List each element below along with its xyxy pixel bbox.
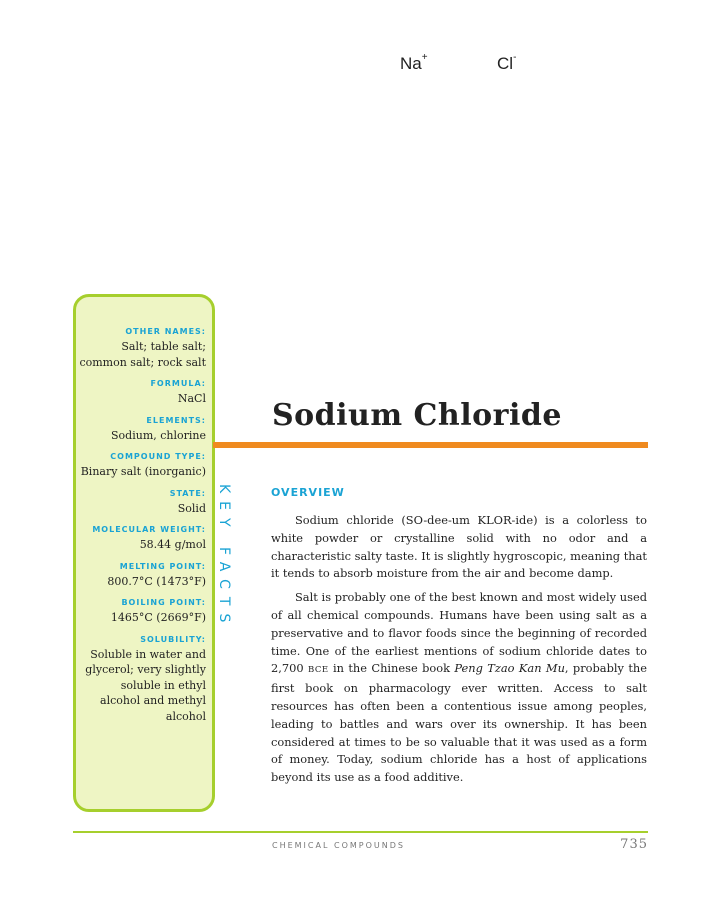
fact-boiling-point: BOILING POINT: 1465°C (2669°F) xyxy=(110,598,206,624)
key-facts-heading: KEY FACTS xyxy=(216,484,232,631)
book-title: Peng Tzao Kan Mu xyxy=(454,661,565,676)
paragraph-2: Salt is probably one of the best known and most widely used of all chemical compounds. Humans have been using salt as a preservative and to flavor foods since the beginning of recorded time. One of the earliest mentions of sodium chloride dates to 2,700 BCE in the Chinese book Peng Tzao Kan Mu, probably the first book on pharmacology ever written. Access to salt resources has often been a contentious issue among peoples, leading to battles and wars over its ownership. It has been considered at times to be so valuable that it was used as a form of money. Today, sodium chloride has a host of applications beyond its use as a food additive. xyxy=(271,590,647,785)
fact-compound-type: COMPOUND TYPE: Binary salt (inorganic) xyxy=(80,452,206,478)
page-title: Sodium Chloride xyxy=(272,398,562,433)
fact-state: STATE: Solid xyxy=(169,488,206,515)
fact-formula: FORMULA: NaCl xyxy=(150,379,206,405)
title-divider xyxy=(213,442,648,448)
article-body xyxy=(271,512,647,793)
section-heading-overview: OVERVIEW xyxy=(271,486,345,499)
fact-other-names: OTHER NAMES: Salt; table salt; common salt; rock salt xyxy=(79,327,206,369)
page-number: 735 xyxy=(620,837,648,852)
key-facts-list xyxy=(78,327,206,733)
footer-divider xyxy=(73,831,648,833)
paragraph-1: Sodium chloride (SO-dee-um KLOR-ide) is a colorless to white powder or crystalline solid with no odor and a characteristic salty taste. It is slightly hygroscopic, meaning that it tends to absorb moisture from the air and become damp. xyxy=(271,513,647,581)
fact-melting-point: MELTING POINT: 800.7°C (1473°F) xyxy=(107,561,206,588)
footer-section-name: CHEMICAL COMPOUNDS xyxy=(272,841,405,850)
chloride-ion-label: Cl- xyxy=(497,52,517,73)
key-facts-sidebar xyxy=(73,294,215,812)
sodium-ion-label: Na+ xyxy=(400,52,428,73)
fact-elements: ELEMENTS: Sodium, chlorine xyxy=(111,415,206,442)
fact-solubility: SOLUBILITY: Soluble in water and glycerol; very slightly soluble in ethyl alcohol and methyl alcohol xyxy=(85,634,206,723)
fact-molecular-weight: MOLECULAR WEIGHT: 58.44 g/mol xyxy=(92,525,206,551)
